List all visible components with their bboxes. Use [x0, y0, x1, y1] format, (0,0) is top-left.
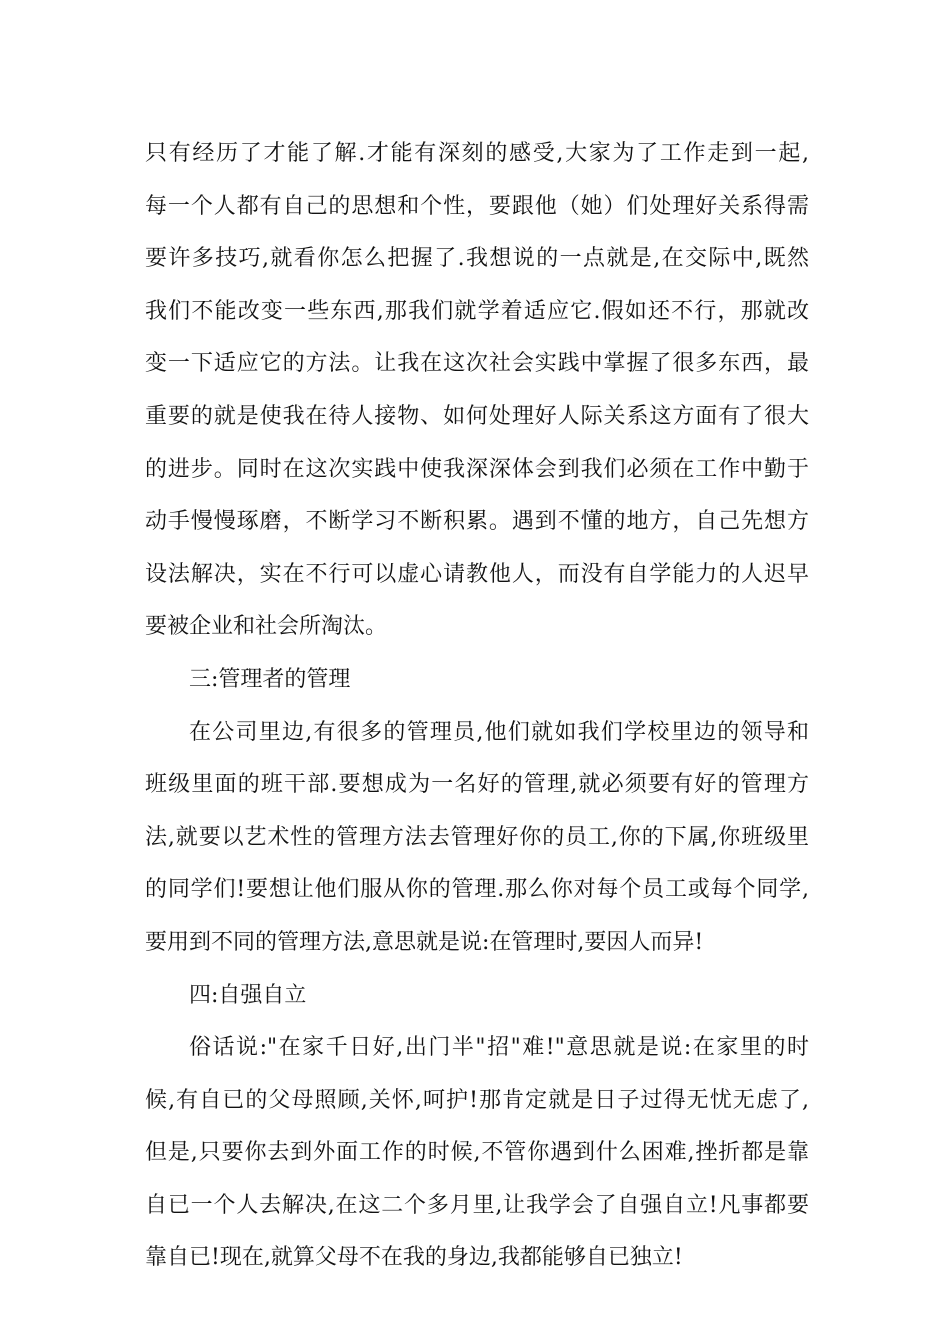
text-line: 重要的就是使我在待人接物、如何处理好人际关系这方面有了很大	[145, 403, 809, 429]
text-line: 的同学们!要想让他们服从你的管理.那么你对每个员工或每个同学,	[145, 877, 809, 903]
text-line: 候,有自已的父母照顾,关怀,呵护!那肯定就是日子过得无忧无虑了,	[145, 1087, 809, 1113]
text-line: 只有经历了才能了解.才能有深刻的感受,大家为了工作走到一起,	[145, 141, 809, 166]
text-line: 要用到不同的管理方法,意思就是说:在管理时,要因人而异!	[145, 929, 704, 955]
text-line: 设法解决，实在不行可以虚心请教他人，而没有自学能力的人迟早	[145, 561, 809, 587]
text-line: 我们不能改变一些东西,那我们就学着适应它.假如还不行，那就改	[145, 298, 809, 324]
document-body	[145, 128, 809, 1285]
text-line: 的进步。同时在这次实践中使我深深体会到我们必须在工作中勤于	[145, 456, 809, 482]
text-line: 要被企业和社会所淘汰。	[145, 614, 388, 640]
text-line: 要许多技巧,就看你怎么把握了.我想说的一点就是,在交际中,既然	[145, 246, 809, 272]
text-line: 自已一个人去解决,在这二个多月里,让我学会了自强自立!凡事都要	[145, 1192, 809, 1218]
text-line: 但是,只要你去到外面工作的时候,不管你遇到什么困难,挫折都是靠	[145, 1140, 809, 1166]
text-line: 俗话说:"在家千日好,出门半"招"难!"意思就是说:在家里的时	[189, 1035, 809, 1061]
text-line: 靠自已!现在,就算父母不在我的身边,我都能够自已独立!	[145, 1245, 683, 1271]
text-line: 变一下适应它的方法。让我在这次社会实践中掌握了很多东西，最	[145, 351, 809, 377]
text-line: 班级里面的班干部.要想成为一名好的管理,就必须要有好的管理方	[145, 772, 809, 798]
section-heading: 三:管理者的管理	[189, 666, 351, 692]
text-line: 在公司里边,有很多的管理员,他们就如我们学校里边的领导和	[189, 719, 809, 745]
text-line: 动手慢慢琢磨，不断学习不断积累。遇到不懂的地方，自己先想方	[145, 509, 809, 535]
section-heading: 四:自强自立	[189, 982, 307, 1008]
text-line: 每一个人都有自己的思想和个性，要跟他（她）们处理好关系得需	[145, 193, 809, 219]
text-line: 法,就要以艺术性的管理方法去管理好你的员工,你的下属,你班级里	[145, 824, 809, 850]
